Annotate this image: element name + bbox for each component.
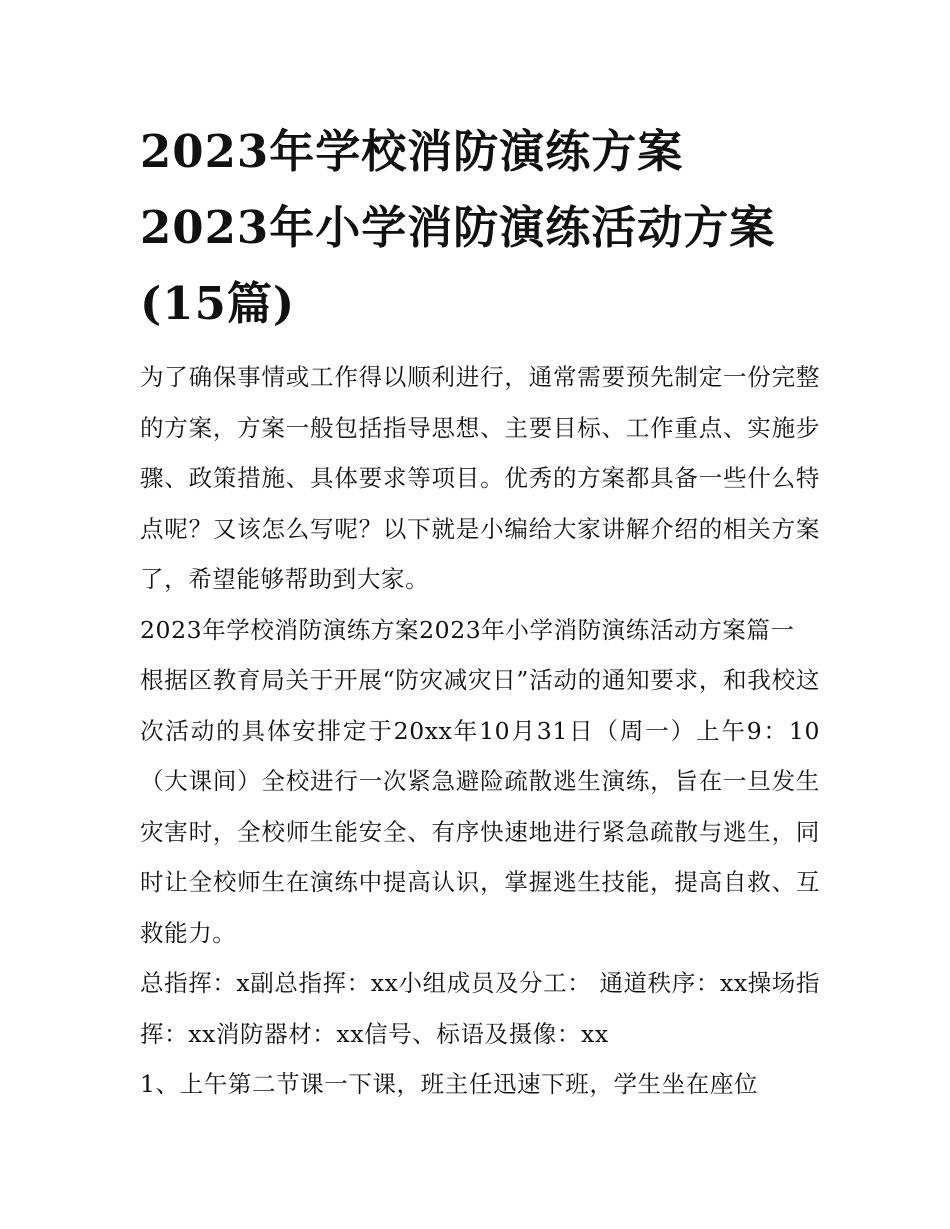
section-heading: 2023年学校消防演练方案2023年小学消防演练活动方案篇一 [140,615,795,644]
staff-paragraph: 总指挥：x副总指挥：xx小组成员及分工： 通道秩序：xx操场指挥：xx消防器材：xx信号、标语及摄像：xx [140,969,820,1048]
body-paragraph: 根据区教育局关于开展“防灾减灾日”活动的通知要求，和我校这次活动的具体安排定于20xx年10月31日（周一）上午9：10（大课间）全校进行一次紧急避险疏散逃生演练，旨在一旦发生灾害时，全校师生能安全、有序快速地进行紧急疏散与逃生，同时让全校师生在演练中提高认识，掌握逃生技能，提高自救、互救能力。 [140,666,820,947]
title-line-2: 2023年小学消防演练活动方案 [140,201,776,254]
intro-paragraph: 为了确保事情或工作得以顺利进行，通常需要预先制定一份完整的方案，方案一般包括指导思想、主要目标、工作重点、实施步骤、政策措施、具体要求等项目。优秀的方案都具备一些什么特点呢？又该怎么写呢？以下就是小编给大家讲解介绍的相关方案了，希望能够帮助到大家。 [140,363,820,593]
document-title [140,114,820,342]
step-paragraph: 1、上午第二节课一下课，班主任迅速下班，学生坐在座位 [140,1070,759,1098]
title-line-3: (15篇) [140,277,296,330]
title-line-1: 2023年学校消防演练方案 [140,125,684,178]
